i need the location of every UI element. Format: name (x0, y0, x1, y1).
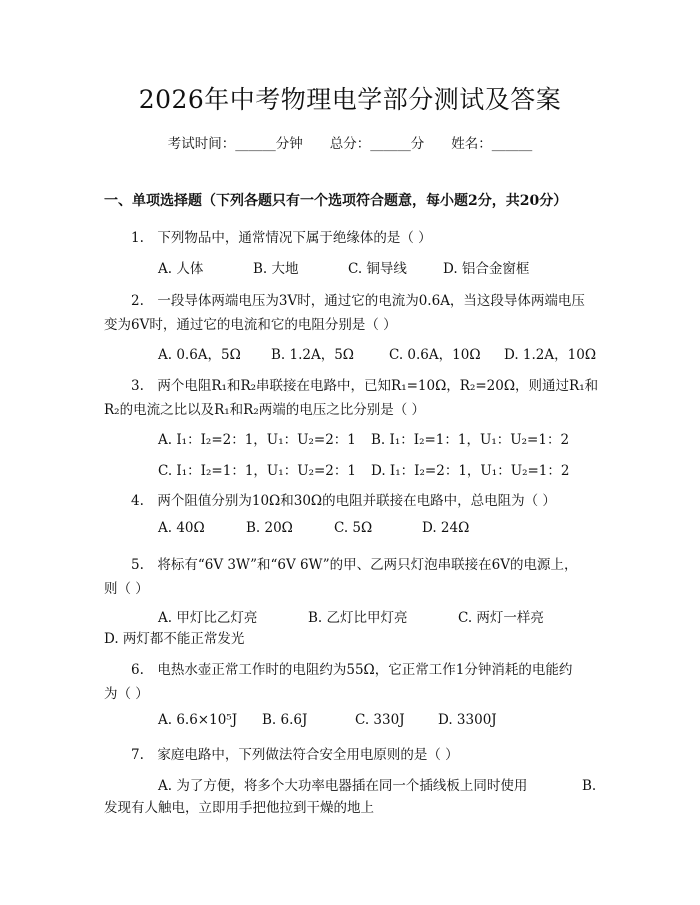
question-3-options-row2 (158, 459, 569, 479)
option-c: C. 330J (355, 712, 405, 728)
option-d: D. 1.2A，10Ω (504, 347, 597, 363)
option-d: D. 两灯都不能正常发光 (104, 631, 245, 647)
option-b: B. 乙灯比甲灯亮 (308, 610, 408, 626)
option-c: C. 5Ω (334, 520, 373, 536)
question-3-text-line1: 3. 两个电阻R₁和R₂串联接在电路中，已知R₁=10Ω，R₂=20Ω，则通过R₁和 (131, 378, 599, 394)
question-7-options-row2 (104, 796, 374, 816)
question-2-text-line2: 变为6V时，通过它的电流和它的电阻分别是（ ） (104, 317, 397, 333)
option-a: A. 0.6A，5Ω (158, 347, 241, 363)
option-b: B. 6.6J (262, 712, 308, 728)
option-a: A. 6.6×10⁵J (158, 712, 238, 728)
option-b: B. 20Ω (246, 520, 293, 536)
option-a: A. 40Ω (158, 520, 205, 536)
option-b: B. I₁：I₂=1：1，U₁：U₂=1：2 (371, 432, 570, 448)
question-6-text-line1: 6. 电热水壶正常工作时的电阻约为55Ω，它正常工作1分钟消耗的电能约 (131, 662, 573, 678)
question-5-text-line2: 则（ ） (104, 581, 149, 597)
section-heading: 一、单项选择题（下列各题只有一个选项符合题意，每小题2分，共20分） (104, 193, 568, 209)
option-a: A. 为了方便，将多个大功率电器插在同一个插线板上同时使用 (158, 778, 528, 794)
question-5-options-row1 (158, 606, 544, 626)
option-d: D. 24Ω (422, 520, 470, 536)
question-5-options-row2 (104, 627, 244, 647)
question-6-text-line2: 为（ ） (104, 686, 149, 702)
question-5-text-line1: 5. 将标有“6V 3W”和“6V 6W”的甲、乙两只灯泡串联接在6V的电源上， (131, 557, 578, 573)
option-d: D. 3300J (438, 712, 497, 728)
question-1-options (158, 257, 529, 277)
option-a: A. 甲灯比乙灯亮 (158, 610, 258, 626)
option-c: C. I₁：I₂=1：1，U₁：U₂=2：1 (158, 463, 356, 479)
question-4-text: 4. 两个阻值分别为10Ω和30Ω的电阻并联接在电路中，总电阻为（ ） (131, 493, 556, 509)
option-b-text: 发现有人触电，立即用手把他拉到干燥的地上 (104, 800, 374, 816)
question-4-options (158, 520, 469, 536)
question-7-options-row1 (158, 774, 596, 794)
option-a: A. I₁：I₂=2：1，U₁：U₂=2：1 (158, 432, 356, 448)
option-d: D. 铝合金窗框 (443, 261, 530, 277)
page-title: 2026年中考物理电学部分测试及答案 (138, 85, 562, 114)
question-2-text-line1: 2. 一段导体两端电压为3V时，通过它的电流为0.6A，当这段导体两端电压 (131, 293, 585, 309)
option-c: C. 0.6A，10Ω (389, 347, 481, 363)
question-6-options (158, 712, 497, 728)
option-c: C. 铜导线 (348, 261, 407, 277)
question-1-text: 1. 下列物品中，通常情况下属于绝缘体的是（ ） (131, 230, 432, 246)
option-b-label: B. (582, 778, 597, 794)
exam-info-line: 考试时间：______分钟 总分：______分 姓名：______ (167, 136, 533, 152)
option-b: B. 1.2A，5Ω (271, 347, 355, 363)
option-b: B. 大地 (253, 261, 299, 277)
question-3-text-line2: R₂的电流之比以及R₁和R₂两端的电压之比分别是（ ） (104, 402, 426, 418)
question-7-text: 7. 家庭电路中，下列做法符合安全用电原则的是（ ） (131, 747, 459, 763)
option-d: D. I₁：I₂=2：1，U₁：U₂=1：2 (371, 463, 570, 479)
option-c: C. 两灯一样亮 (458, 610, 544, 626)
option-a: A. 人体 (158, 261, 204, 277)
question-3-options-row1 (158, 428, 569, 448)
question-2-options (158, 343, 596, 363)
